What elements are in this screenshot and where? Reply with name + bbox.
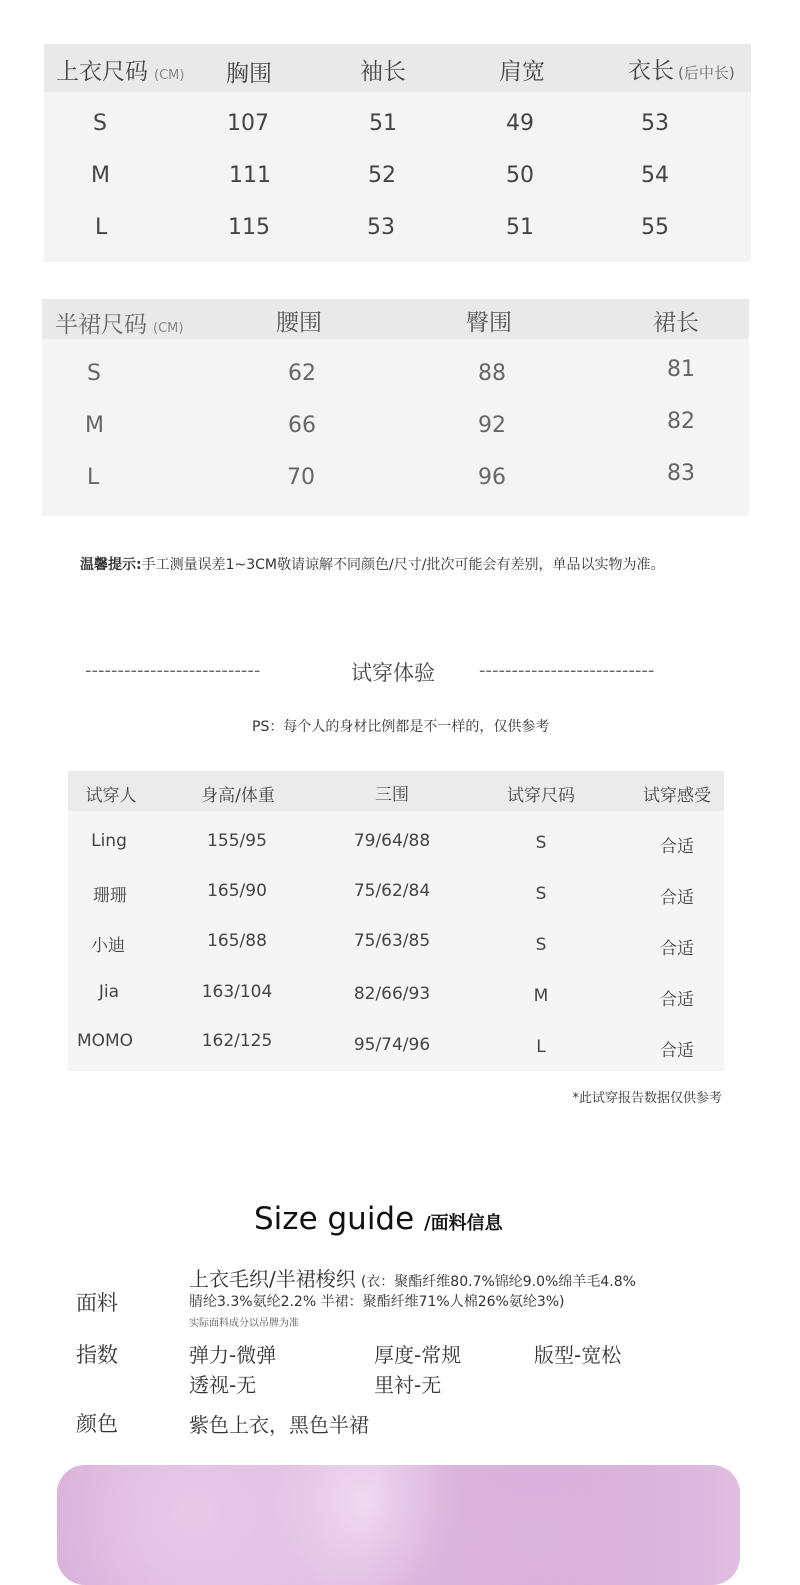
fabric-label: 面料 [76,1291,118,1315]
divider-left: --------------------------- [85,660,261,681]
index-label: 指数 [76,1343,118,1367]
index-lining: 里衬-无 [374,1373,442,1397]
header-cell: 试穿人 [85,786,137,806]
size-guide-title: Size guide /面料信息 [254,1201,503,1237]
top-size-title: 上衣尺码 (CM) [56,59,185,85]
col-chest: 胸围 [226,61,272,87]
skirt-size-title: 半裙尺码 (CM) [55,312,184,338]
measurements: 95/74/96 [353,1035,431,1055]
height-weight: 165/88 [207,931,267,951]
fit-feeling: 合适 [660,837,694,857]
size-label: M [91,163,110,188]
table-cell: 53 [367,215,395,240]
table-cell: 92 [478,413,506,438]
index-thickness: 厚度-常规 [374,1343,462,1367]
skirt-size-table [42,299,749,516]
table-cell: 82 [667,409,695,434]
tried-size: S [535,935,547,955]
tried-size: L [536,1037,546,1057]
table-cell: 55 [641,215,669,240]
tryon-table [68,771,724,1071]
fabric-swatch-image [57,1465,740,1585]
fabric-note: 实际面料成分以吊牌为准 [189,1318,299,1329]
table-cell: 81 [667,357,695,382]
color-label: 颜色 [76,1412,118,1436]
size-label: L [87,465,100,490]
fit-feeling: 合适 [660,990,694,1010]
header-cell: 身高/体重 [201,786,275,806]
table-cell: 50 [506,163,534,188]
height-weight: 162/125 [201,1031,273,1051]
tryon-ps: PS：每个人的身材比例都是不一样的，仅供参考 [252,719,550,735]
size-label: S [93,111,107,136]
tried-size: S [535,833,547,853]
table-cell: 62 [288,361,316,386]
tryon-note: *此试穿报告数据仅供参考 [572,1091,722,1106]
col-hip: 臀围 [466,310,512,336]
height-weight: 163/104 [201,982,273,1002]
tester-name: Ling [91,831,127,851]
tried-size: S [535,884,547,904]
table-cell: 52 [368,163,396,188]
tester-name: 小迪 [91,936,125,956]
fabric-line-1: 上衣毛织/半裙梭织 (衣：聚酯纤维80.7%锦纶9.0%绵羊毛4.8% [189,1267,636,1291]
col-sleeve: 袖长 [360,59,406,85]
fit-feeling: 合适 [660,939,694,959]
fit-feeling: 合适 [660,888,694,908]
measurements: 75/63/85 [353,931,431,951]
col-shoulder: 肩宽 [499,59,545,85]
size-label: M [85,413,104,438]
table-cell: 115 [228,215,270,240]
table-cell: 53 [641,111,669,136]
index-transparency: 透视-无 [189,1373,257,1397]
col-skirt-length: 裙长 [653,310,699,336]
tried-size: M [533,986,549,1006]
measurements: 75/62/84 [353,881,431,901]
measurement-tip: 温馨提示:手工测量误差1~3CM敬请谅解不同颜色/尺寸/批次可能会有差别，单品以实物为准。 [80,557,665,573]
table-cell: 96 [478,465,506,490]
header-cell: 三围 [375,785,409,805]
tester-name: 珊珊 [93,886,127,906]
table-cell: 49 [506,111,534,136]
fabric-line-2: 腈纶3.3%氨纶2.2% 半裙：聚酯纤维71%人棉26%氨纶3%) [189,1294,565,1310]
table-cell: 107 [227,111,269,136]
divider-right: --------------------------- [479,660,655,681]
table-cell: 54 [641,163,669,188]
index-elasticity: 弹力-微弹 [189,1343,277,1367]
header-cell: 试穿感受 [643,786,711,806]
col-waist: 腰围 [276,310,322,336]
fit-feeling: 合适 [660,1041,694,1061]
measurements: 79/64/88 [353,831,431,851]
measurements: 82/66/93 [353,984,431,1004]
table-cell: 88 [478,361,506,386]
table-cell: 111 [229,163,271,188]
table-cell: 51 [506,215,534,240]
header-cell: 试穿尺码 [507,786,575,806]
height-weight: 165/90 [207,881,267,901]
col-length: 衣长 (后中长) [628,58,735,84]
table-cell: 66 [288,413,316,438]
top-size-table [44,44,751,262]
size-label: S [87,361,101,386]
index-fit: 版型-宽松 [534,1343,622,1367]
size-label: L [95,215,108,240]
table-cell: 51 [369,111,397,136]
table-cell: 83 [667,461,695,486]
height-weight: 155/95 [207,831,267,851]
tester-name: MOMO [76,1031,134,1051]
tester-name: Jia [98,982,120,1002]
tryon-title: 试穿体验 [351,661,435,685]
color-value: 紫色上衣，黑色半裙 [189,1413,369,1437]
table-cell: 70 [287,465,315,490]
